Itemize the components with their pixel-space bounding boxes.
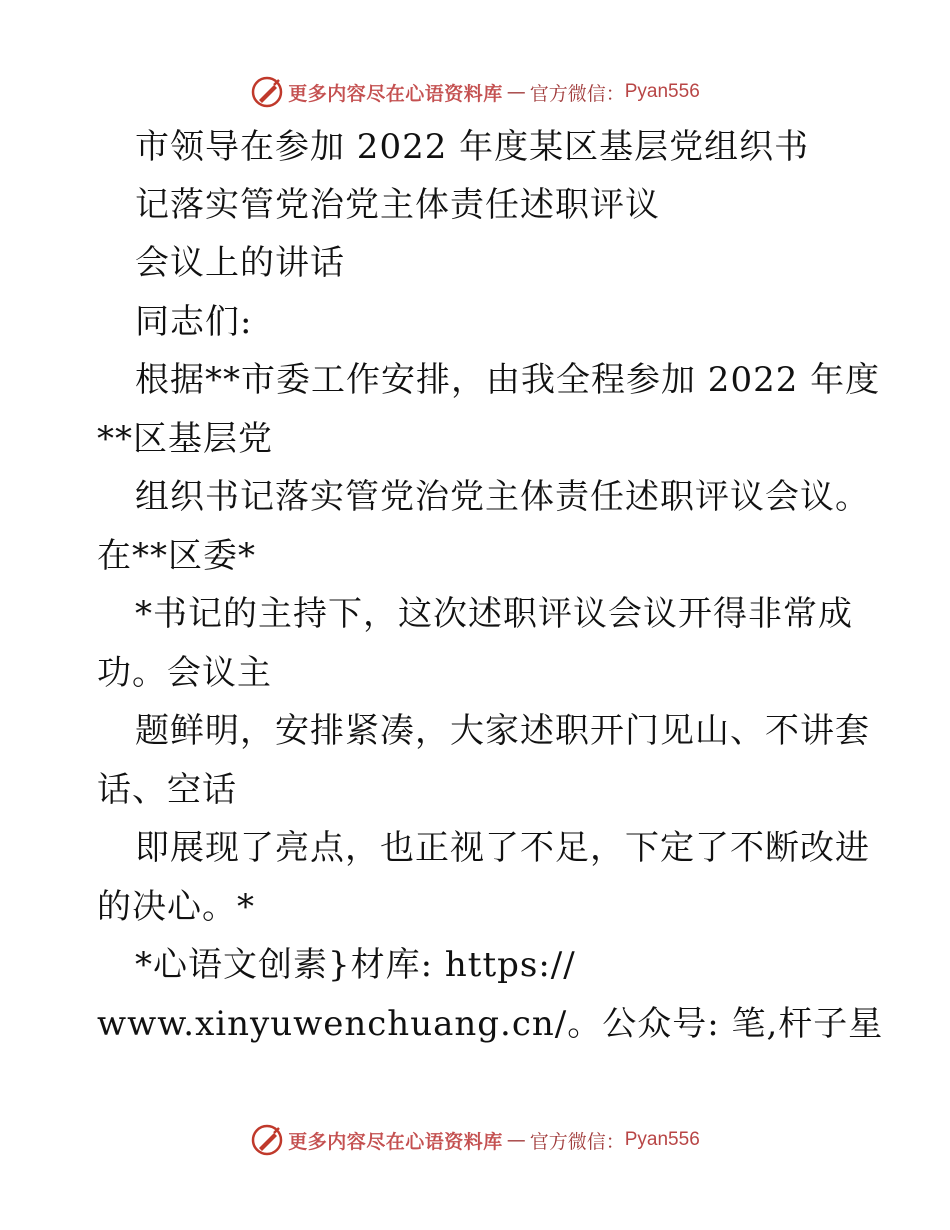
banner-dash: — xyxy=(506,1129,526,1151)
salutation: 同志们: xyxy=(135,302,253,342)
text-line: 的决心。* xyxy=(97,887,255,927)
doc-title-line-2: 记落实管党治党主体责任述职评议 xyxy=(135,185,660,225)
pen-logo-icon xyxy=(250,75,284,109)
banner-text: 更多内容尽在心语资料库 xyxy=(288,1130,503,1153)
text-line: *心语文创素}材库: https:// xyxy=(135,945,576,985)
text-line: *书记的主持下，这次述职评议会议开得非常成 xyxy=(135,594,853,634)
text-line: 即展现了亮点，也正视了不足，下定了不断改进 xyxy=(135,828,870,868)
wechat-id: Pyan556 xyxy=(624,81,700,102)
banner-dash: — xyxy=(506,81,526,103)
header-banner xyxy=(0,72,950,112)
text-line: 组织书记落实管党治党主体责任述职评议会议。 xyxy=(135,477,870,517)
text-line: www.xinyuwenchuang.cn/。公众号: 笔,杆子星 xyxy=(97,1004,884,1044)
pen-logo-icon xyxy=(250,1123,284,1157)
text-line: 在**区委* xyxy=(97,536,256,576)
wechat-label: 官方微信： xyxy=(529,1130,625,1153)
text-line: 根据**市委工作安排，由我全程参加 2022 年度 xyxy=(135,360,881,400)
banner-text: 更多内容尽在心语资料库 xyxy=(288,82,503,105)
wechat-id: Pyan556 xyxy=(624,1129,700,1150)
doc-title-line-3: 会议上的讲话 xyxy=(135,243,345,283)
text-line: **区基层党 xyxy=(97,419,273,459)
doc-title-line-1: 市领导在参加 2022 年度某区基层党组织书 xyxy=(135,127,810,167)
text-line: 话、空话 xyxy=(97,770,237,810)
wechat-label: 官方微信： xyxy=(529,82,625,105)
text-line: 功。会议主 xyxy=(97,653,272,693)
text-line: 题鲜明，安排紧凑，大家述职开门见山、不讲套 xyxy=(135,711,870,751)
footer-banner xyxy=(0,1120,950,1160)
